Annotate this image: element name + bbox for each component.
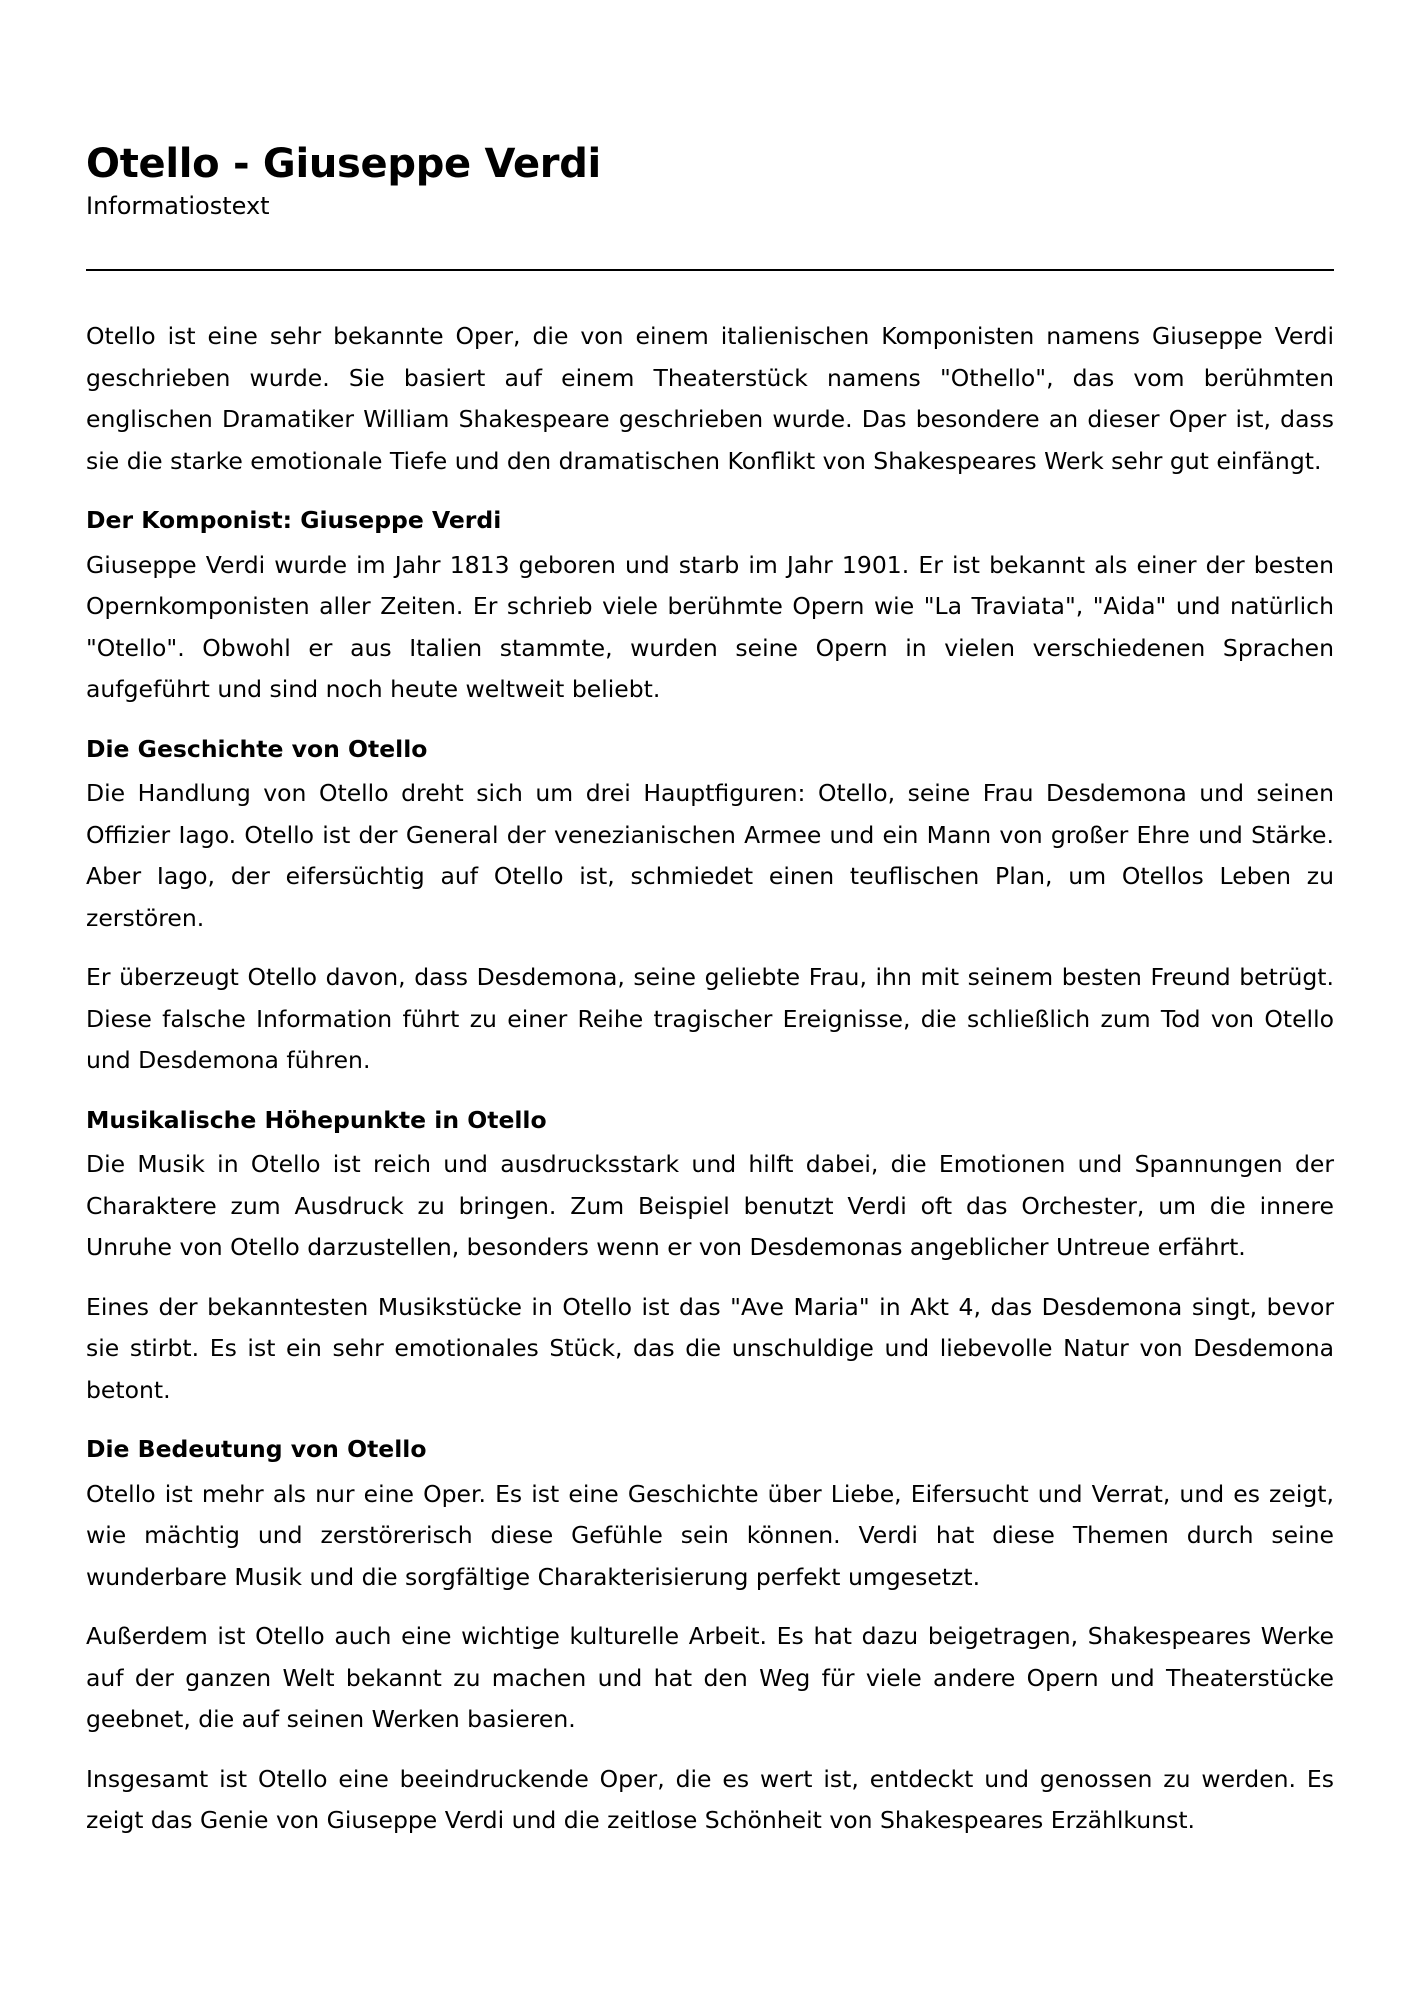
section-paragraph: Giuseppe Verdi wurde im Jahr 1813 geboren und starb im Jahr 1901. Er ist bekannt als einer der besten Opernkomponisten aller Zeiten. Er schrieb viele berühmte Opern wie "La Traviata", "Aida" und natürlich "Otello". Obwohl er aus Italien stammte, wurden seine Opern in vielen verschiedenen Sprachen aufgeführt und sind noch heute weltweit beliebt. [86, 550, 1334, 703]
title-divider [86, 269, 1334, 271]
section-heading: Der Komponist: Giuseppe Verdi [86, 506, 502, 534]
document-subtitle: Informatiostext [86, 192, 270, 220]
section-music [86, 1100, 1334, 1412]
section-paragraph: Die Handlung von Otello dreht sich um drei Hauptfiguren: Otello, seine Frau Desdemona und seinen Offizier Iago. Otello ist der General der venezianischen Armee und ein Mann von großer Ehre und Stärke. Aber Iago, der eifersüchtig auf Otello ist, schmiedet einen teuflischen Plan, um Otellos Leben zu zerstören. [86, 779, 1334, 932]
section-story [86, 729, 1334, 1082]
section-composer [86, 500, 1334, 711]
section-paragraph: Außerdem ist Otello auch eine wichtige kulturelle Arbeit. Es hat dazu beigetragen, Shakespeares Werke auf der ganzen Welt bekannt zu machen und hat den Weg für viele andere Opern und Theaterstücke geebnet, die auf seinen Werken basieren. [86, 1622, 1334, 1733]
section-paragraph: Insgesamt ist Otello eine beeindruckende Oper, die es wert ist, entdeckt und genossen zu werden. Es zeigt das Genie von Giuseppe Verdi und die zeitlose Schönheit von Shakespeares Erzählkunst. [86, 1764, 1334, 1834]
document-title: Otello - Giuseppe Verdi [86, 141, 601, 187]
intro-paragraph: Otello ist eine sehr bekannte Oper, die von einem italienischen Komponisten namens Giuseppe Verdi geschrieben wurde. Sie basiert auf einem Theaterstück namens "Othello", das vom berühmten englischen Dramatiker William Shakespeare geschrieben wurde. Das besondere an dieser Oper ist, dass sie die starke emotionale Tiefe und den dramatischen Konflikt von Shakespeares Werk sehr gut einfängt. [86, 322, 1334, 475]
document-body [86, 316, 1334, 1860]
section-heading: Die Geschichte von Otello [86, 734, 428, 763]
section-significance [86, 1429, 1334, 1842]
section-paragraph: Er überzeugt Otello davon, dass Desdemona, seine geliebte Frau, ihn mit seinem besten Freund betrügt. Diese falsche Information führt zu einer Reihe tragischer Ereignisse, die schließlich zum Tod von Otello und Desdemona führen. [86, 963, 1334, 1074]
section-paragraph: Die Musik in Otello ist reich und ausdrucksstark und hilft dabei, die Emotionen und Spannungen der Charaktere zum Ausdruck zu bringen. Zum Beispiel benutzt Verdi oft das Orchester, um die innere Unruhe von Otello darzustellen, besonders wenn er von Desdemonas angeblicher Untreue erfährt. [86, 1150, 1334, 1261]
section-paragraph: Otello ist mehr als nur eine Oper. Es ist eine Geschichte über Liebe, Eifersucht und Verrat, und es zeigt, wie mächtig und zerstörerisch diese Gefühle sein können. Verdi hat diese Themen durch seine wunderbare Musik und die sorgfältige Charakterisierung perfekt umgesetzt. [86, 1479, 1334, 1591]
section-heading: Musikalische Höhepunkte in Otello [86, 1105, 547, 1134]
section-heading: Die Bedeutung von Otello [86, 1435, 427, 1463]
section-paragraph: Eines der bekanntesten Musikstücke in Otello ist das "Ave Maria" in Akt 4, das Desdemona singt, bevor sie stirbt. Es ist ein sehr emotionales Stück, das die unschuldige und liebevolle Natur von Desdemona betont. [86, 1292, 1334, 1404]
